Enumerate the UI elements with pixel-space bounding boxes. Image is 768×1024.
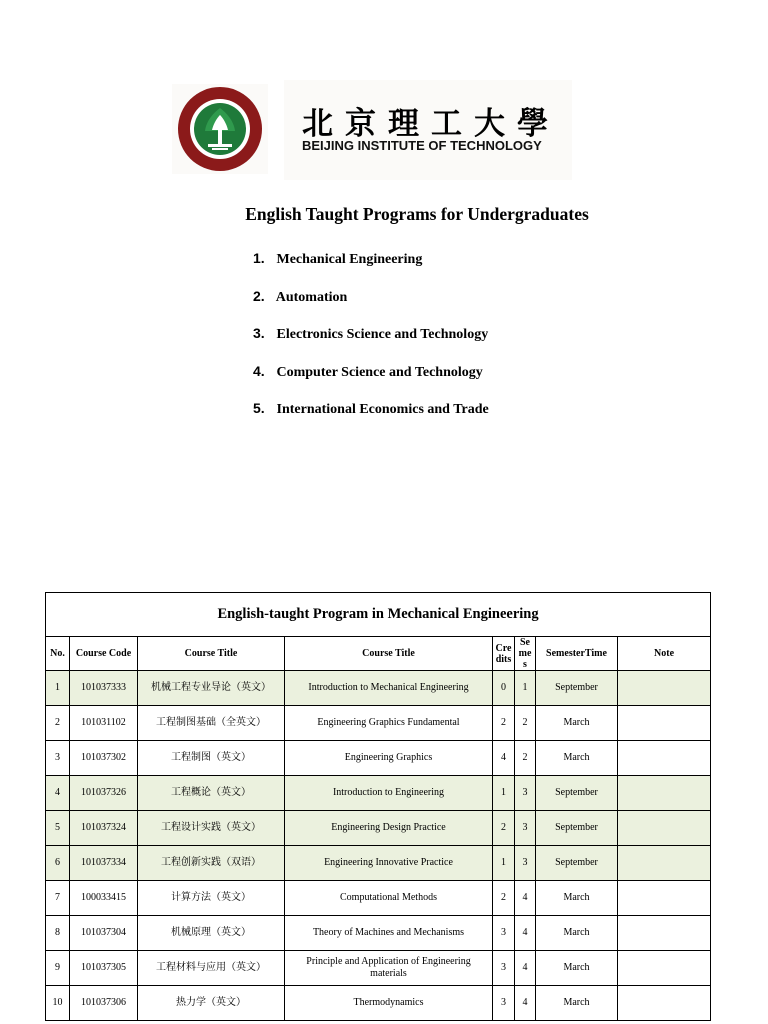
- cell-no: 10: [46, 986, 70, 1021]
- cell-semester: 4: [515, 881, 536, 916]
- cell-no: 1: [46, 671, 70, 706]
- cell-no: 3: [46, 741, 70, 776]
- table-row: [46, 671, 711, 706]
- cell-course-title-cn: 机械原理（英文）: [138, 916, 285, 951]
- program-item: [253, 325, 489, 363]
- document-title: English Taught Programs for Undergraduates: [245, 204, 589, 224]
- header-note: Note: [618, 637, 711, 671]
- program-name: Electronics Science and Technology: [276, 327, 489, 342]
- header-semester: Semes: [515, 637, 536, 671]
- program-name: Automation: [275, 289, 348, 305]
- program-number: 3.: [253, 325, 265, 341]
- cell-course-title-cn: 热力学（英文）: [138, 986, 285, 1021]
- cell-no: 5: [46, 811, 70, 846]
- cell-course-title-cn: 工程制图基础（全英文）: [138, 706, 285, 741]
- cell-credits: 1: [493, 776, 515, 811]
- cell-note: [618, 741, 711, 776]
- cell-note: [618, 671, 711, 706]
- course-table: [45, 592, 711, 1021]
- cell-semester-time: March: [536, 741, 618, 776]
- program-number: 1.: [253, 250, 265, 266]
- program-list: [253, 250, 489, 438]
- cell-semester-time: March: [536, 881, 618, 916]
- header-course-code: Course Code: [70, 637, 138, 671]
- program-name: Mechanical Engineering: [276, 252, 423, 267]
- cell-course-title-cn: 工程制图（英文）: [138, 741, 285, 776]
- table-row: [46, 706, 711, 741]
- table-header-row: [46, 637, 711, 671]
- header-course-title-en: Course Title: [285, 637, 493, 671]
- cell-note: [618, 776, 711, 811]
- cell-semester: 2: [515, 741, 536, 776]
- cell-no: 4: [46, 776, 70, 811]
- cell-course-title-en: Introduction to Engineering: [285, 776, 493, 811]
- cell-course-title-cn: 计算方法（英文）: [138, 881, 285, 916]
- cell-no: 6: [46, 846, 70, 881]
- program-item: [253, 400, 489, 438]
- cell-semester-time: March: [536, 951, 618, 986]
- cell-credits: 2: [493, 881, 515, 916]
- university-logo: [172, 84, 268, 174]
- cell-course-title-en: Principle and Application of Engineering materials: [285, 951, 493, 986]
- program-number: 5.: [253, 400, 265, 416]
- header-course-title-cn: Course Title: [138, 637, 285, 671]
- program-number: 4.: [253, 362, 265, 379]
- cell-credits: 4: [493, 741, 515, 776]
- cell-no: 7: [46, 881, 70, 916]
- cell-course-code: 100033415: [70, 881, 138, 916]
- cell-credits: 0: [493, 671, 515, 706]
- table-row: [46, 811, 711, 846]
- cell-course-code: 101037333: [70, 671, 138, 706]
- cell-no: 2: [46, 706, 70, 741]
- cell-semester: 3: [515, 776, 536, 811]
- cell-semester-time: September: [536, 846, 618, 881]
- cell-semester-time: September: [536, 671, 618, 706]
- program-item: [253, 363, 489, 401]
- cell-note: [618, 951, 711, 986]
- cell-semester: 3: [515, 846, 536, 881]
- cell-course-title-en: Engineering Innovative Practice: [285, 846, 493, 881]
- cell-course-title-en: Engineering Graphics: [285, 741, 493, 776]
- cell-note: [618, 986, 711, 1021]
- cell-course-title-en: Engineering Graphics Fundamental: [285, 706, 493, 741]
- cell-credits: 3: [493, 951, 515, 986]
- cell-note: [618, 846, 711, 881]
- cell-course-code: 101031102: [70, 706, 138, 741]
- cell-course-title-cn: 工程设计实践（英文）: [138, 811, 285, 846]
- university-name-en: BEIJING INSTITUTE OF TECHNOLOGY: [302, 138, 542, 153]
- cell-course-code: 101037305: [70, 951, 138, 986]
- program-name: Computer Science and Technology: [276, 364, 483, 380]
- cell-course-code: 101037302: [70, 741, 138, 776]
- program-number: 2.: [253, 287, 265, 304]
- cell-credits: 1: [493, 846, 515, 881]
- cell-course-title-cn: 工程材料与应用（英文）: [138, 951, 285, 986]
- table-row: [46, 881, 711, 916]
- cell-course-code: 101037306: [70, 986, 138, 1021]
- cell-course-title-cn: 工程概论（英文）: [138, 776, 285, 811]
- cell-course-code: 101037334: [70, 846, 138, 881]
- table-row: [46, 951, 711, 986]
- program-item: [253, 250, 489, 288]
- course-rows: [46, 671, 711, 1021]
- table-row: [46, 916, 711, 951]
- cell-semester-time: March: [536, 916, 618, 951]
- cell-credits: 3: [493, 916, 515, 951]
- cell-semester-time: September: [536, 811, 618, 846]
- cell-credits: 2: [493, 811, 515, 846]
- cell-course-title-en: Theory of Machines and Mechanisms: [285, 916, 493, 951]
- cell-course-title-en: Thermodynamics: [285, 986, 493, 1021]
- cell-note: [618, 916, 711, 951]
- header-semester-time: SemesterTime: [536, 637, 618, 671]
- cell-semester-time: September: [536, 776, 618, 811]
- cell-semester: 4: [515, 986, 536, 1021]
- cell-semester-time: March: [536, 706, 618, 741]
- cell-semester: 2: [515, 706, 536, 741]
- cell-semester: 4: [515, 916, 536, 951]
- cell-semester: 3: [515, 811, 536, 846]
- cell-course-title-cn: 机械工程专业导论（英文）: [138, 671, 285, 706]
- cell-no: 8: [46, 916, 70, 951]
- cell-semester: 4: [515, 951, 536, 986]
- cell-no: 9: [46, 951, 70, 986]
- cell-credits: 3: [493, 986, 515, 1021]
- cell-course-title-cn: 工程创新实践（双语）: [138, 846, 285, 881]
- cell-course-code: 101037326: [70, 776, 138, 811]
- cell-course-title-en: Introduction to Mechanical Engineering: [285, 671, 493, 706]
- cell-semester-time: March: [536, 986, 618, 1021]
- cell-course-title-en: Engineering Design Practice: [285, 811, 493, 846]
- program-name: International Economics and Trade: [276, 402, 489, 417]
- university-name-cn: 北京理工大學: [302, 106, 560, 142]
- table-row: [46, 846, 711, 881]
- cell-note: [618, 881, 711, 916]
- cell-semester: 1: [515, 671, 536, 706]
- program-item: [253, 288, 489, 326]
- university-name-block: [284, 80, 572, 180]
- table-title: English-taught Program in Mechanical Engineering: [46, 593, 711, 637]
- university-seal-icon: [172, 84, 268, 174]
- header-no: No.: [46, 637, 70, 671]
- cell-note: [618, 706, 711, 741]
- cell-credits: 2: [493, 706, 515, 741]
- table-row: [46, 741, 711, 776]
- header-credits: Credits: [493, 637, 515, 671]
- cell-course-title-en: Computational Methods: [285, 881, 493, 916]
- table-row: [46, 776, 711, 811]
- cell-note: [618, 811, 711, 846]
- cell-course-code: 101037304: [70, 916, 138, 951]
- table-row: [46, 986, 711, 1021]
- cell-course-code: 101037324: [70, 811, 138, 846]
